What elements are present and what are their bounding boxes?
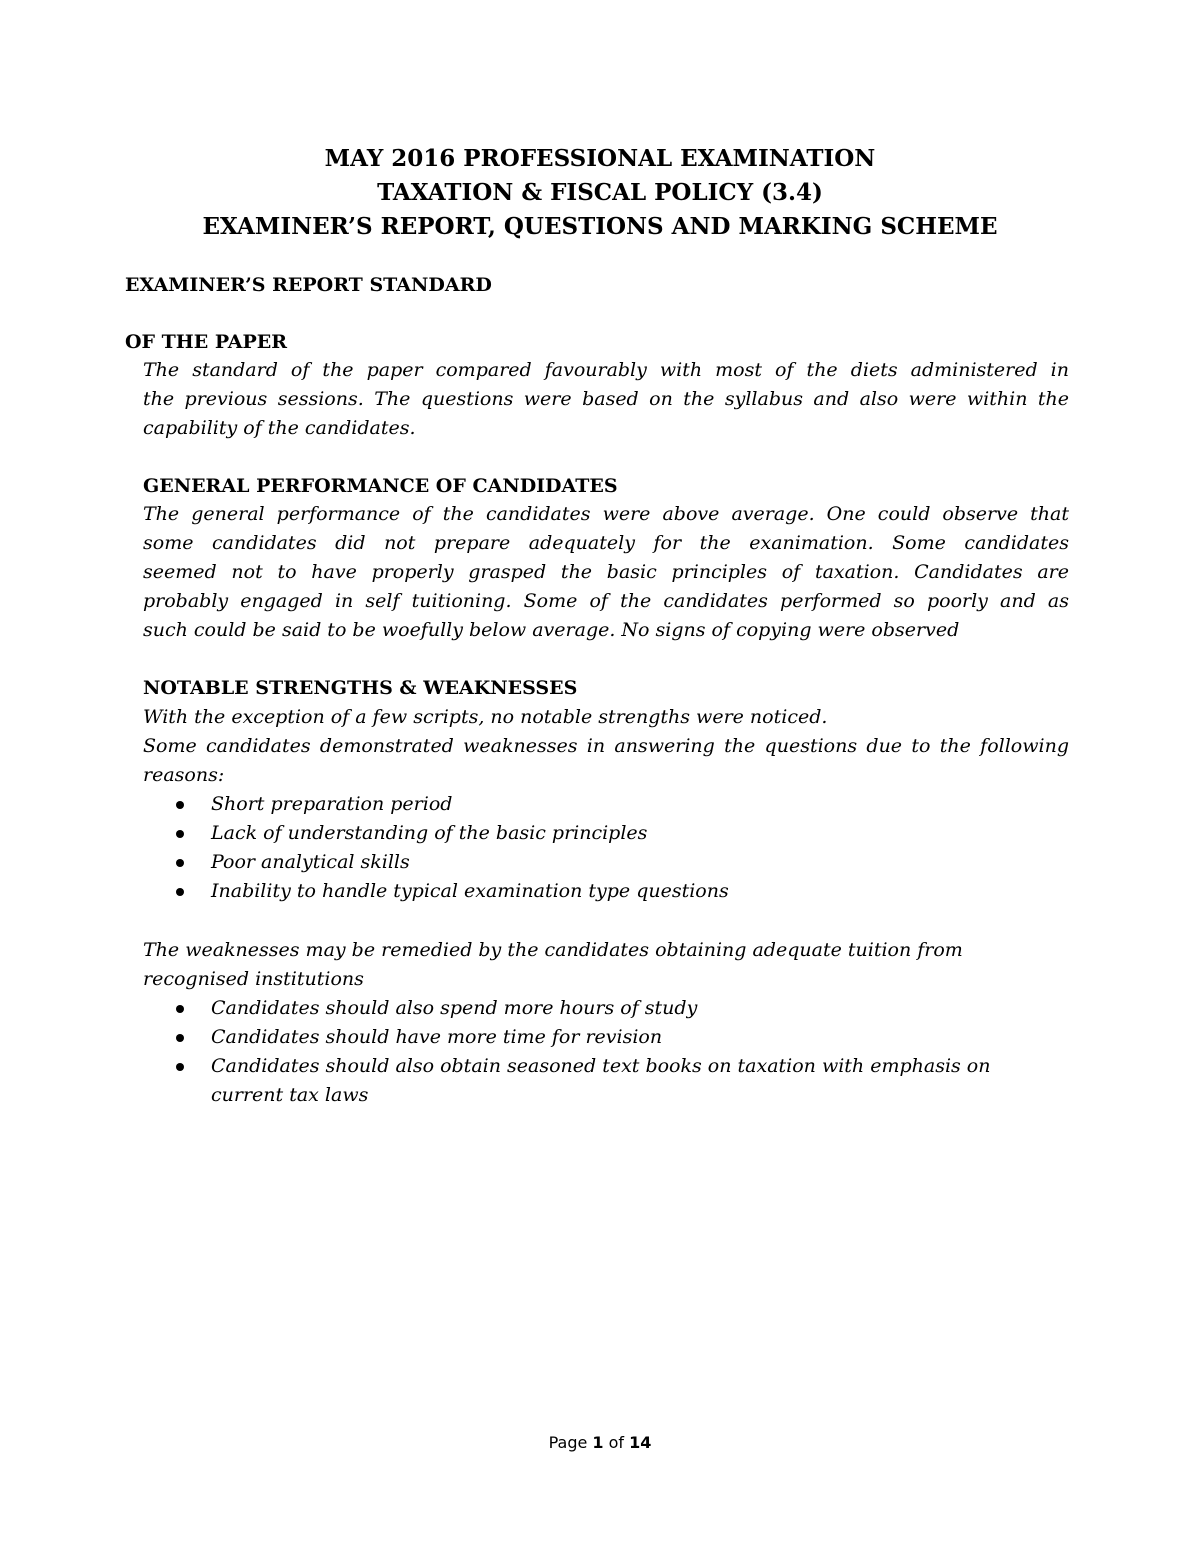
remedy-line: The weaknesses may be remedied by the candidates obtaining adequate tuition from <box>143 939 963 961</box>
performance-line: such could be said to be woefully below average. No signs of copying were observed <box>143 619 960 641</box>
list-item-text: Short preparation period <box>211 793 453 815</box>
list-item-text: Lack of understanding of the basic principles <box>211 822 648 844</box>
bullet-icon <box>176 830 184 838</box>
title-line-subject: TAXATION & FISCAL POLICY (3.4) <box>377 179 823 206</box>
title-line-exam: MAY 2016 PROFESSIONAL EXAMINATION <box>324 145 876 172</box>
of-label: of <box>608 1433 625 1452</box>
performance-line: The general performance of the candidates were above average. One could observe that <box>143 503 1069 525</box>
weakness-line: reasons: <box>143 764 225 786</box>
bullet-icon <box>176 801 184 809</box>
examiners-report-heading: EXAMINER’S REPORT STANDARD <box>125 274 492 296</box>
page-label: Page <box>548 1433 588 1452</box>
standard-line: The standard of the paper compared favourably with most of the diets administered in <box>143 359 1069 381</box>
list-item <box>143 819 1069 848</box>
weakness-line: Some candidates demonstrated weaknesses in answering the questions due to the following <box>143 735 1069 757</box>
list-item-text: Candidates should also spend more hours of study <box>211 997 698 1019</box>
list-item-text: Poor analytical skills <box>211 851 410 873</box>
list-item-text: Candidates should have more time for revision <box>211 1026 663 1048</box>
list-item <box>143 790 1069 819</box>
performance-heading: GENERAL PERFORMANCE OF CANDIDATES <box>143 475 618 497</box>
page-number: 1 <box>592 1433 604 1452</box>
standard-line: capability of the candidates. <box>143 417 416 439</box>
list-item <box>143 848 1069 877</box>
list-item <box>143 1023 1069 1052</box>
remedy-paragraph <box>143 936 1069 994</box>
standard-heading: OF THE PAPER <box>125 331 288 353</box>
bullet-icon <box>176 1063 184 1071</box>
total-pages: 14 <box>629 1433 652 1452</box>
remedy-list <box>143 994 1069 1110</box>
strengths-heading: NOTABLE STRENGTHS & WEAKNESSES <box>143 677 578 699</box>
performance-line: some candidates did not prepare adequately for the exanimation. Some candidates <box>143 532 1069 554</box>
bullet-icon <box>176 888 184 896</box>
list-item <box>143 994 1069 1023</box>
remedy-line: recognised institutions <box>143 968 364 990</box>
reasons-list <box>143 790 1069 906</box>
list-item-text: Inability to handle typical examination type questions <box>211 880 729 902</box>
list-item <box>143 1052 1011 1110</box>
bullet-icon <box>176 1034 184 1042</box>
strengths-paragraph <box>143 703 1069 790</box>
bullet-icon <box>176 859 184 867</box>
standard-paragraph <box>143 356 1069 443</box>
standard-line: the previous sessions. The questions were based on the syllabus and also were within the <box>143 388 1069 410</box>
performance-line: probably engaged in self tuitioning. Some of the candidates performed so poorly and as <box>143 590 1069 612</box>
performance-paragraph <box>143 500 1069 645</box>
document-title <box>0 142 1200 244</box>
list-item <box>143 877 1069 906</box>
list-item-text: Candidates should also obtain seasoned text books on taxation with emphasis on current tax laws <box>211 1055 991 1106</box>
performance-line: seemed not to have properly grasped the basic principles of taxation. Candidates are <box>143 561 1069 583</box>
page-footer <box>0 1432 1200 1454</box>
title-line-report: EXAMINER’S REPORT, QUESTIONS AND MARKING SCHEME <box>202 213 998 240</box>
bullet-icon <box>176 1005 184 1013</box>
strengths-intro: With the exception of a few scripts, no notable strengths were noticed. <box>143 706 828 728</box>
